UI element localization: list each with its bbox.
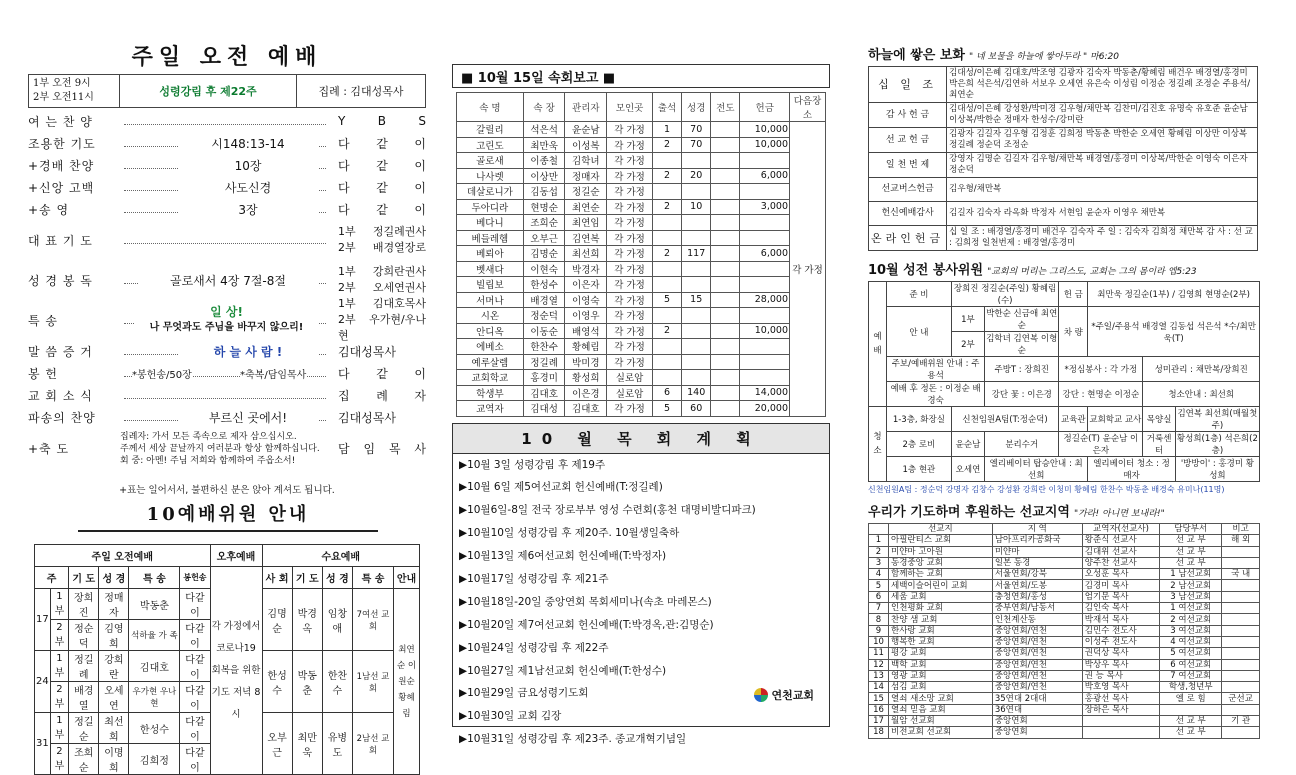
list-item: ▶10월30일 교회 김장 <box>459 710 562 723</box>
mission-title: 우리가 기도하며 후원하는 선교지역 "가라! 아니면 보내라!" <box>868 505 1165 520</box>
table-row: 골로새 이종철 김학녀 각 가정 <box>457 153 826 169</box>
list-item: ▶10월29일 금요성령기도회 <box>459 687 589 700</box>
list-item: ▶10월20일 제7여선교회 헌신예배(T:박경옥,관:김명순) <box>459 618 714 631</box>
table-row: 2 미얀마 고아원 미얀마 김대위 선교사 선 교 부 <box>869 546 1260 557</box>
table-row: 15 열쇠 새소망 교회 35연대 2대대 홍광선 목사 엘 로 힘 군선교 <box>869 693 1260 704</box>
list-item: ▶10월18일-20일 중앙연회 목회세미나(속초 마레몬스) <box>459 595 712 608</box>
cell-report-title: ■ 10월 15일 속회보고 ■ <box>452 64 830 88</box>
service-leader: 집례 : 김대성목사 <box>318 85 404 98</box>
mission-table: 선교지 지 역 교역자(선교사) 담당부서 비고 1 아필란티스 교회 남아프리카공화국 왕준식 선교사 선 교 부 해 외 2 미얀마 고아원 미얀마 김대위 선교사 선 교 부 3 동경중앙 교회 일본 동경 양주찬 선교사 선 교 부 4 함께하는 교회 서울연회/강북 오성훈 목사 1 남선교회 국 내 5 세백이슬어린이 교회 서울연회/도봉 김경미 목사 2 남선교회 6 세움 교회 충청연회/홍성 엄기문 목사 3 남선교회 7 인천평화 교회 중부연회/남동서 김인숙 목사 1 여선교회 8 찬양 샘 교회 인천계산동 박재석 목사 2 여선교회 9 한사랑 교회 중앙연회/연천 김민수 전도사 3 여선교회 10 행복한 교회 중앙연회/연천 이성주 전도사 4 여선교회 11 평강 교회 중앙연회/연천 권덕상 목사 5 여선교회 12 백학 교회 중앙연회/연천 박상우 목사 6 여선교회 13 영광 교회 중앙연회/연천 권 능 목사 7 여선교회 14 섬김 교회 중앙연회/연천 박호영 목사 학생,청년부 15 열쇠 새소망 교회 35연대 2대대 홍광선 목사 엘 로 힘 군선교 16 열쇠 믿음 교회 36연대 장하은 목사 17 월암 선교회 중앙연회 선 교 부 기 관 18 비전교회 선교회 중앙연회 선 교 부 <box>868 523 1260 739</box>
table-row: 선교버스헌금 김우형/채만복 <box>869 178 1258 202</box>
table-row: 2부 조희순 이명희 김희정 다같이 <box>35 744 420 775</box>
order-row: +경배 찬양 10장 다 같 이 <box>28 158 426 173</box>
list-item: ▶10월6일-8일 전국 장로부부 영성 수련회(홍천 대명비발디파크) <box>459 504 756 517</box>
table-row: 베뢰아 김명순 최선희 각 가정 2 117 6,000 <box>457 246 826 262</box>
table-row: 14 섬김 교회 중앙연회/연천 박호영 목사 학생,청년부 <box>869 682 1260 693</box>
offering-table <box>868 66 1258 251</box>
page-title: 주일 오전 예배 <box>131 44 323 70</box>
table-row: 3 동경중앙 교회 일본 동경 양주찬 선교사 선 교 부 <box>869 557 1260 568</box>
worship-order <box>28 110 426 468</box>
table-row: 5 세백이슬어린이 교회 서울연회/도봉 김경미 목사 2 남선교회 <box>869 580 1260 591</box>
table-row: 서머나 배경열 이영숙 각 가정 5 15 28,000 <box>457 292 826 308</box>
cleaning-team-note: 신천임원A팀 : 정순덕 강명자 김창수 강성환 강희란 이청미 황혜림 한찬수 박동춘 배경숙 유미나(11명) <box>868 485 1225 494</box>
order-row: 조용한 기도 시148:13-14 다 같 이 <box>28 136 426 151</box>
report-column <box>452 0 830 746</box>
order-row: 여 는 찬 양 Y B S <box>28 114 426 129</box>
table-row: 데살로니가 김동섭 정길순 각 가정 <box>457 184 826 200</box>
table-row: 4 함께하는 교회 서울연회/강북 오성훈 목사 1 남선교회 국 내 <box>869 569 1260 580</box>
table-row: 두아디라 현명순 최연순 각 가정 2 10 3,000 <box>457 199 826 215</box>
church-logo: 연천교회 <box>754 687 814 703</box>
table-row: 베다니 조희순 최연임 각 가정 <box>457 215 826 231</box>
table-row: 빌립보 한성수 이은자 각 가정 <box>457 277 826 293</box>
order-row-reading: 성 경 봉 독 골로새서 4장 7절-8절 1부 강희란권사 2부 오세연권사 <box>28 265 426 294</box>
volunteers-title: 10예배위원 안내 <box>78 500 378 532</box>
table-row: 7 인천평화 교회 중부연회/남동서 김인숙 목사 1 여선교회 <box>869 603 1260 614</box>
table-row: 일 천 번 제 강영자 김명순 김길자 김우형/채만복 배경열/홍경미 이상복/박한순 이영숙 이은자 정순덕 <box>869 153 1258 178</box>
list-item: ▶10월17일 성령강림 후 제21주 <box>459 572 609 585</box>
table-row: 16 열쇠 믿음 교회 36연대 장하은 목사 <box>869 704 1260 715</box>
order-row-sermon: 말 씀 증 거 하 늘 사 람 ! 김대성목사 <box>28 344 396 359</box>
table-row: 11 평강 교회 중앙연회/연천 권덕상 목사 5 여선교회 <box>869 648 1260 659</box>
order-row-blessing: +축 도 집례자: 가서 모든 족속으로 제자 삼으십시오. 주께서 세상 끝날까지 여러분과 항상 함께하십니다. 회 중: 아멘! 주님 저희와 함께하여 주옵소서! 담 임 목 사 <box>28 432 426 466</box>
afternoon-prayer-note: 각 가정에서 코로나19 회복을 위한 기도 저녁 8시 <box>210 567 262 775</box>
table-row: 갈릴리 석은석 윤순남 각 가정 1 70 10,000 각 가정 <box>457 122 826 138</box>
table-row: 2부 배경열 오세연 우가현 우나현 다같이 <box>35 682 420 713</box>
service-header <box>28 74 426 108</box>
table-row: 에베소 한찬수 황혜림 각 가정 <box>457 339 826 355</box>
table-row: 학생부 김대호 이은경 실로암 6 140 14,000 <box>457 385 826 401</box>
list-item: ▶10월24일 성령강림 후 제22주 <box>459 641 609 654</box>
church-logo-icon <box>754 688 768 702</box>
worship-order-column <box>28 0 426 775</box>
order-row: +송 영 3장 다 같 이 <box>28 202 426 217</box>
volunteer-title: 10월 성전 봉사위원 "교회의 머리는 그리스도, 교회는 그의 몸이라 엡5:23 <box>868 263 1197 278</box>
order-row-sending: 파송의 찬양 부르신 곳에서! 김대성목사 <box>28 410 396 425</box>
monthly-plan-title: 10 월 목 회 계 획 <box>453 424 829 454</box>
table-row: 10 행복한 교회 중앙연회/연천 이성주 전도사 4 여선교회 <box>869 636 1260 647</box>
table-row: 2부 정순덕 김영희 석하율 가 족 다같이 <box>35 620 420 651</box>
volunteer-table: 예 배 준 비 장희진 정길순(주일) 황혜림(수) 헌 금 최만욱 정길순(1부) / 김영희 현명순(2부) 안 내 1부 박한순 신금애 최연순 차 량 *주일/주용석 배경열 김동섭 석은석 *수/최만욱(T) 2부 김학녀 김연복 이형순 주보/예배위원 안내 : 주용석 주방T : 장희진 *정심봉사 : 각 가정 성미관리 : 채만복/장희진 예배 후 정돈 : 이정순 배경숙 강단 꽃 : 이은경 강단 : 현명순 이정순 청소안내 : 최선희 청 소 1-3층, 화장실 신천임원A팀(T:정순덕) 교육관 교회학교 교사 목양실 김연복 최선희(매월첫주) 2층 로비 윤순남 분리수거 정길순(T) 윤순남 이은자 거룩센터 황성희(1층) 석은희(2층) 1층 현관 오세연 엘리베이터 탑승안내 : 최선희 엘리베이터 청소 : 정매자 '방방이' : 홍경미 황성희 <box>868 281 1260 482</box>
worship-volunteers-table: 주일 오전예배 오후예배 수요예배 주 기 도 성 경 특 송 봉헌송 각 가정에서 코로나19 회복을 위한 기도 저녁 8시 사 회 기 도 성 경 특 송 안내 17 1부 장희진 정매자 박동춘 다같이 김명순 박경옥 임창애 7여선 교회 최연순 이원순 황혜림 2부 정순덕 김영희 석하율 가 족 다같이 24 1부 정길례 강희란 김대호 다같이 한성수 박동춘 한찬수 1남선 교회 2부 배경열 오세연 우가현 우나현 다같이 31 1부 정길순 최선희 한성수 다같이 오부근 최만욱 유병도 2남선 교회 2부 조희순 이명희 김희정 다같이 <box>34 544 420 775</box>
table-row: 시온 정순덕 이영우 각 가정 <box>457 308 826 324</box>
table-row: 감 사 헌 금 김대성/이은혜 강성환/박미경 김우형/채만복 김찬미/김진호 유명숙 유호준 윤순남 이상복/박한순 정매자 한성수/강미란 <box>869 103 1258 128</box>
order-row-prayer: 대 표 기 도 1부 정길례권사 2부 배경열장로 <box>28 225 426 254</box>
monthly-plan <box>452 423 830 746</box>
offering-title: 하늘에 쌓은 보화 " 네 보물을 하늘에 쌓아두라 " 마6:20 <box>868 48 1119 63</box>
table-row: 13 영광 교회 중앙연회/연천 권 능 목사 7 여선교회 <box>869 670 1260 681</box>
table-row: 8 찬양 샘 교회 인천계산동 박재석 목사 2 여선교회 <box>869 614 1260 625</box>
table-row: 31 1부 정길순 최선희 한성수 다같이 오부근 최만욱 유병도 2남선 교회 <box>35 713 420 744</box>
cell-report-table: 속 명 속 장 관리자 모인곳 출석 성경 전도 헌금 다음장소 갈릴리 석은석 윤순남 각 가정 1 70 10,000 각 가정 고린도 최만욱 이성복 각 가정 2 70 10,000 골로새 이종철 김학녀 각 가정 나사렛 이상만 정매자 각 가정 2 20 6,000 데살로니가 김동섭 정길순 각 가정 두아디라 현명순 최연순 각 가정 2 10 3,000 베다니 조희순 최연임 각 가정 베들레헴 오부근 김연복 각 가정 베뢰아 김명순 최선희 각 가정 2 117 6,000 벳새다 이현숙 박경자 각 가정 빌립보 한성수 이은자 각 가정 서머나 배경열 이영숙 각 가정 5 15 28,000 시온 정순덕 이영우 각 가정 안디옥 이동순 배영석 각 가정 2 10,000 에베소 한찬수 황혜림 각 가정 예루살렘 정길례 박미경 각 가정 교회학교 홍경미 황성희 실로암 학생부 김대호 이은경 실로암 6 140 14,000 교역자 김대성 김대호 각 가정 5 60 20,000 <box>456 92 826 417</box>
table-row: 베들레헴 오부근 김연복 각 가정 <box>457 230 826 246</box>
liturgical-season: 성령강림 후 제22주 <box>119 75 297 107</box>
order-row-news: 교 회 소 식 집 례 자 <box>28 388 426 403</box>
table-row: 9 한사랑 교회 중앙연회/연천 김민수 전도사 3 여선교회 <box>869 625 1260 636</box>
table-row: 온라인헌금 십 일 조 : 배경열/홍경미 배건우 김숙자 주 일 : 김숙자 김희정 채만복 감 사 : 선 교 : 김희정 일천번제 : 배경열/홍경미 <box>869 226 1258 251</box>
table-row: 선 교 헌 금 김광자 김길자 김우형 김정훈 김희정 박동춘 박한순 오세연 황혜림 이상만 이상복 정길례 정순덕 조정순 <box>869 128 1258 153</box>
order-row-special: 특 송 일 상! 나 무엇과도 주님을 바꾸지 않으리! 1부 김대호목사 2부 우가현/우나현 <box>28 297 426 342</box>
table-row: 나사렛 이상만 정매자 각 가정 2 20 6,000 <box>457 168 826 184</box>
list-item: ▶10월10일 성령강림 후 제20주. 10월생일축하 <box>459 527 680 540</box>
list-item: ▶10월13일 제6여선교회 헌신예배(T:박정자) <box>459 550 667 563</box>
table-row: 교회학교 홍경미 황성희 실로암 <box>457 370 826 386</box>
table-row: 18 비전교회 선교회 중앙연회 선 교 부 <box>869 727 1260 738</box>
table-row: 십 일 조 김대성/이은혜 김대호/박조영 김광자 김숙자 박동춘/황혜림 배건우 배경열/홍경미 박은희 석은석/김연하 서보우 오세연 유은숙 이성림 이정순 정길례 조정순 주용석/최연순 <box>869 67 1258 103</box>
table-row: 교역자 김대성 김대호 각 가정 5 60 20,000 <box>457 401 826 417</box>
table-row: 고린도 최만욱 이성복 각 가정 2 70 10,000 <box>457 137 826 153</box>
table-row: 17 1부 장희진 정매자 박동춘 다같이 김명순 박경옥 임창애 7여선 교회 최연순 이원순 황혜림 <box>35 589 420 620</box>
table-row: 17 월암 선교회 중앙연회 선 교 부 기 관 <box>869 716 1260 727</box>
order-row-offering: 봉 헌 *봉헌송/50장 *축복/담임목사 다 같 이 <box>28 366 426 381</box>
service-time-2: 2부 오전11시 <box>33 92 94 103</box>
standing-note: +표는 일어서서, 불편하신 분은 앉아 계셔도 됩니다. <box>119 485 335 496</box>
table-row: 6 세움 교회 충청연회/홍성 엄기문 목사 3 남선교회 <box>869 591 1260 602</box>
table-row: 안디옥 이동순 배영석 각 가정 2 10,000 <box>457 323 826 339</box>
list-item: ▶10월 6일 제5여선교회 헌신예배(T:정길례) <box>459 481 663 494</box>
table-row: 24 1부 정길례 강희란 김대호 다같이 한성수 박동춘 한찬수 1남선 교회 <box>35 651 420 682</box>
order-row: +신앙 고백 사도신경 다 같 이 <box>28 180 426 195</box>
service-time-1: 1부 오전 9시 <box>33 78 91 89</box>
table-row: 예루살렘 정길례 박미경 각 가정 <box>457 354 826 370</box>
table-row: 1 아필란티스 교회 남아프리카공화국 왕준식 선교사 선 교 부 해 외 <box>869 535 1260 546</box>
table-row: 헌신예배감사 김길자 김숙자 라옥화 박정자 서현임 윤순자 이영우 채만복 <box>869 202 1258 226</box>
table-row: 12 백학 교회 중앙연회/연천 박상우 목사 6 여선교회 <box>869 659 1260 670</box>
list-item: ▶10월31일 성령강림 후 제23주. 종교개혁기념일 <box>459 733 687 746</box>
list-item: ▶10월27일 제1남선교회 헌신예배(T:한성수) <box>459 664 667 677</box>
offerings-column <box>868 0 1274 739</box>
table-row: 벳새다 이현숙 박경자 각 가정 <box>457 261 826 277</box>
list-item: ▶10월 3일 성령강림 후 제19주 <box>459 458 606 471</box>
